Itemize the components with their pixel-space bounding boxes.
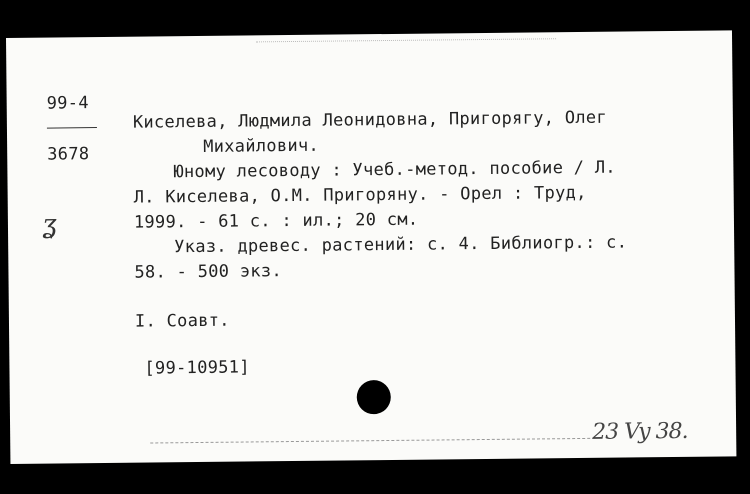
- entry-line-author: Киселева, Людмила Леонидовна, Пригорягу, Олег: [132, 107, 608, 133]
- catalog-card: [6, 30, 736, 464]
- entry-line-notes: Указ. древес. растений: с. 4. Библиогр.: с.: [174, 232, 628, 258]
- card-punch-hole: [357, 380, 391, 414]
- entry-line-title-cont: Л. Киселева, О.М. Пригоряну. - Орел : Труд,: [133, 182, 587, 208]
- entry-line-notes-cont: 58. - 500 экз.: [134, 261, 283, 283]
- handwritten-number: 23 Vy 38.: [592, 418, 688, 445]
- handwritten-mark: ʓ: [41, 209, 57, 240]
- call-number-divider: [47, 127, 97, 129]
- call-number-bottom: 3678: [47, 144, 90, 165]
- accession-number: [99-10951]: [144, 357, 250, 379]
- bottom-rule: [150, 438, 590, 444]
- entry-line-title: Юному лесоводу : Учеб.-метод. пособие / Л.: [173, 157, 616, 183]
- tracing-line: I. Соавт.: [134, 310, 230, 332]
- entry-line-imprint: 1999. - 61 с. : ил.; 20 см.: [133, 209, 419, 233]
- top-dotted-line: [256, 38, 556, 42]
- entry-line-author-cont: Михайлович.: [203, 135, 320, 157]
- call-number-top: 99-4: [46, 93, 89, 114]
